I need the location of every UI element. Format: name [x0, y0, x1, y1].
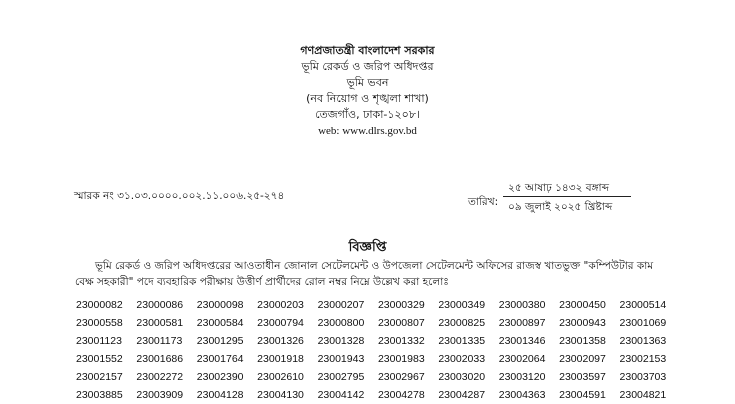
- roll-number-cell: 23002795: [317, 371, 365, 383]
- roll-number-cell: 23002390: [196, 371, 244, 383]
- roll-number-cell: 23001295: [196, 335, 244, 347]
- roll-number-cell: 23002967: [377, 371, 425, 383]
- roll-number-cell: 23000807: [377, 317, 425, 329]
- roll-number-cell: 23001358: [559, 335, 606, 347]
- roll-number-cell: 23000558: [76, 317, 123, 329]
- roll-number-cell: 23000450: [559, 299, 606, 311]
- roll-number-grid: [76, 296, 676, 404]
- date-label: তারিখ:: [468, 196, 499, 208]
- roll-number-cell: 23000086: [136, 299, 184, 311]
- roll-number-cell: 23000207: [317, 299, 365, 311]
- roll-number-cell: 23001918: [257, 353, 304, 365]
- roll-number-cell: 23000349: [438, 299, 486, 311]
- roll-number-cell: 23000800: [317, 317, 365, 329]
- roll-number-cell: 23000943: [559, 317, 606, 329]
- notice-body: [75, 258, 675, 290]
- roll-number-cell: 23004128: [196, 389, 244, 401]
- notice-body-line: ভূমি রেকর্ড ও জরিপ অধিদপ্তরের আওতাধীন জোনাল সেটেলমেন্ট ও উপজেলা সেটেলমেন্ট অফিসের রাজস্ব খাতভুক্ত "কম্পিউটার কাম: [95, 260, 654, 272]
- roll-number-cell: 23000584: [196, 317, 244, 329]
- roll-number-row: [76, 350, 676, 368]
- roll-number-cell: 23004821: [619, 389, 667, 401]
- roll-number-cell: 23002033: [438, 353, 486, 365]
- roll-number-cell: 23002272: [136, 371, 184, 383]
- roll-number-cell: 23001943: [317, 353, 365, 365]
- roll-number-cell: 23000794: [257, 317, 304, 329]
- roll-number-cell: 23004363: [498, 389, 546, 401]
- roll-number-row: [76, 386, 676, 404]
- roll-number-cell: 23004142: [317, 389, 365, 401]
- roll-number-cell: 23003703: [619, 371, 667, 383]
- roll-number-cell: 23001764: [196, 353, 244, 365]
- roll-number-cell: 23000329: [377, 299, 425, 311]
- roll-number-cell: 23000082: [76, 299, 123, 311]
- roll-number-cell: 23001363: [619, 335, 667, 347]
- roll-number-cell: 23001335: [438, 335, 486, 347]
- roll-number-cell: 23000514: [619, 299, 667, 311]
- roll-number-cell: 23003020: [438, 371, 486, 383]
- roll-number-cell: 23002097: [559, 353, 606, 365]
- website-link[interactable]: web: www.dlrs.gov.bd: [318, 125, 417, 137]
- roll-number-cell: 23004287: [438, 389, 486, 401]
- roll-number-cell: 23003120: [498, 371, 546, 383]
- section-name: (নব নিয়োগ ও শৃঙ্খলা শাখা): [306, 92, 429, 105]
- roll-number-cell: 23002610: [257, 371, 304, 383]
- roll-number-cell: 23000380: [498, 299, 546, 311]
- roll-number-cell: 23001332: [377, 335, 425, 347]
- roll-number-cell: 23004591: [559, 389, 606, 401]
- roll-number-cell: 23001346: [498, 335, 546, 347]
- roll-number-row: [76, 314, 676, 332]
- roll-number-cell: 23001173: [136, 335, 183, 347]
- department-name: ভূমি রেকর্ড ও জরিপ অধিদপ্তর: [301, 60, 434, 73]
- roll-number-cell: 23000203: [257, 299, 304, 311]
- notice-title: বিজ্ঞপ্তি: [348, 240, 387, 255]
- roll-number-cell: 23002157: [76, 371, 123, 383]
- notice-body-line: বেক্ষ সহকারী" পদে ব্যবহারিক পরীক্ষায় উত্তীর্ণ প্রার্থীদের রোল নম্বর নিম্নে উল্লেখ করা হলোঃ: [75, 276, 449, 288]
- roll-number-cell: 23004278: [377, 389, 425, 401]
- roll-number-cell: 23002064: [498, 353, 546, 365]
- date-divider: [503, 196, 631, 197]
- roll-number-cell: 23004130: [257, 389, 304, 401]
- roll-number-cell: 23001552: [76, 353, 123, 365]
- roll-number-cell: 23001069: [619, 317, 667, 329]
- roll-number-cell: 23003597: [559, 371, 606, 383]
- roll-number-cell: 23000098: [196, 299, 244, 311]
- roll-number-cell: 23000581: [136, 317, 184, 329]
- roll-number-row: [76, 368, 676, 386]
- roll-number-cell: 23001983: [377, 353, 425, 365]
- roll-number-cell: 23000897: [498, 317, 546, 329]
- roll-number-cell: 23001326: [257, 335, 304, 347]
- roll-number-cell: 23001686: [136, 353, 184, 365]
- address: তেজগাঁও, ঢাকা-১২০৮।: [315, 108, 420, 121]
- roll-number-cell: 23003885: [76, 389, 123, 401]
- roll-number-row: [76, 296, 676, 314]
- roll-number-cell: 23001328: [317, 335, 365, 347]
- building-name: ভূমি ভবন: [346, 76, 389, 89]
- govt-title: গণপ্রজাতন্ত্রী বাংলাদেশ সরকার: [300, 44, 435, 57]
- roll-number-cell: 23003909: [136, 389, 184, 401]
- roll-number-cell: 23002153: [619, 353, 667, 365]
- roll-number-cell: 23000825: [438, 317, 486, 329]
- roll-number-row: [76, 332, 676, 350]
- date-bangla: ২৫ আষাঢ় ১৪৩২ বঙ্গাব্দ: [508, 182, 609, 194]
- memo-reference: স্মারক নং ৩১.০৩.০০০০.০০২.১১.০০৬.২৫-২৭৪: [74, 190, 285, 202]
- date-english: ০৯ জুলাই ২০২৫ খ্রিষ্টাব্দ: [508, 201, 613, 213]
- roll-number-cell: 23001123: [76, 335, 122, 347]
